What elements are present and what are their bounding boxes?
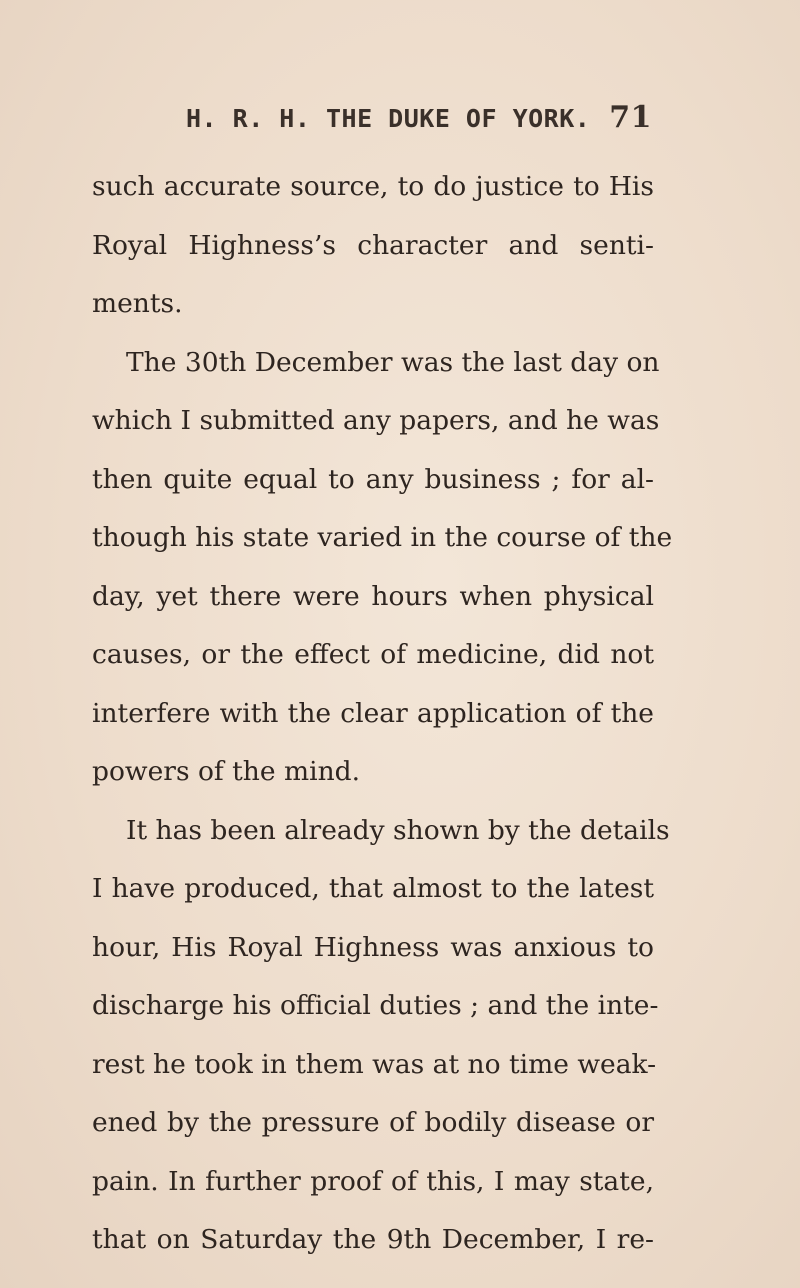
text-line: pain. In further proof of this, I may state,: [92, 1165, 654, 1197]
text-line: The 30th December was the last day on: [126, 346, 660, 378]
text-line: discharge his official duties ; and the inte-: [92, 990, 659, 1021]
text-line: such accurate source, to do justice to His: [92, 171, 654, 202]
text-line: causes, or the effect of medicine, did not: [92, 639, 654, 670]
page-number: 71: [609, 100, 652, 135]
body-text: [92, 158, 673, 1270]
text-line: ened by the pressure of bodily disease or: [92, 1107, 654, 1138]
text-line: ments.: [92, 288, 183, 319]
text-line: interfere with the clear application of the: [92, 697, 654, 729]
running-head: [186, 100, 652, 140]
text-line: which I submitted any papers, and he was: [92, 405, 660, 436]
text-line: It has been already shown by the details: [126, 814, 670, 846]
text-line: hour, His Royal Highness was anxious to: [92, 931, 654, 963]
text-line: rest he took in them was at no time weak-: [92, 1048, 657, 1080]
text-line: that on Saturday the 9th December, I re-: [92, 1224, 654, 1255]
text-line: though his state varied in the course of the: [92, 522, 673, 553]
text-line: powers of the mind.: [92, 756, 361, 787]
text-line: Royal Highness’s character and senti-: [92, 229, 654, 261]
text-line: then quite equal to any business ; for al-: [92, 463, 654, 495]
text-line: I have produced, that almost to the latest: [92, 873, 654, 904]
running-title: H. R. H. THE DUKE OF YORK.: [186, 104, 591, 133]
text-line: day, yet there were hours when physical: [92, 580, 654, 612]
